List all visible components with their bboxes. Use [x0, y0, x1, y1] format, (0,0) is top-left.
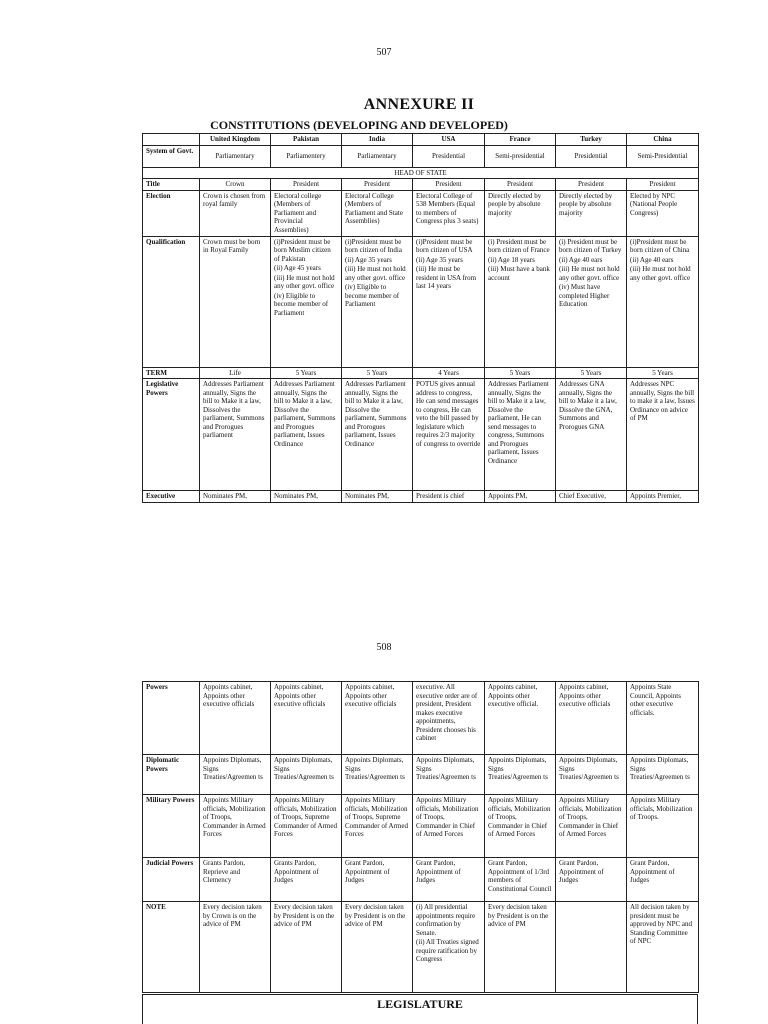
judicial-powers-row [143, 858, 699, 902]
table-cell [485, 236, 556, 367]
table-cell: Appoints Military officials, Mobilization of Troops, Supreme Commander of Armed Forces [271, 795, 342, 858]
qualification-line: (i)President must be born Muslim citizen of Pakistan [274, 237, 331, 263]
qualification-row [143, 236, 699, 367]
table-cell: Appoints Military officials, Mobilization of Troops, Supreme Commander of Armed Forces [342, 795, 413, 858]
qualification-line: (iii) He must not hold any other govt. office [345, 265, 406, 282]
table-cell: Grant Pardon, Appointment of Judges [413, 858, 485, 902]
table-cell [556, 236, 627, 367]
qualification-line: (ii) Age 35 years [345, 255, 392, 264]
row-label: TERM [143, 367, 200, 379]
qualification-line: (iii) He must not hold any other govt. office [274, 273, 335, 291]
qualification-line: (iii) He must be resident in USA from last 14 years [416, 265, 477, 291]
legislature-heading: LEGISLATURE [142, 994, 698, 1024]
table-cell: 5 Years [271, 367, 342, 379]
table-cell [627, 236, 699, 367]
table-cell: Appoints cabinet, Appoints other executive officials [200, 682, 271, 755]
table-cell: President [342, 179, 413, 191]
row-label: Judicial Powers [143, 858, 200, 902]
country-header-row [143, 134, 699, 146]
table-cell [413, 236, 485, 367]
table-cell [200, 902, 271, 993]
row-label: Title [143, 179, 200, 191]
country-header: India [342, 134, 413, 146]
row-label: Executive [143, 491, 200, 503]
system-row [143, 145, 699, 167]
country-header: United Kingdom [200, 134, 271, 146]
table-cell: Appoints Premier, [627, 491, 699, 503]
qualification-line: (ii) Age 40 ears [559, 255, 603, 264]
table-cell: Grant Pardon, Appointment of Judges [627, 858, 699, 902]
qualification-line: (ii) Age 35 years [416, 255, 463, 264]
table-cell: President [627, 179, 699, 191]
table-cell: President [485, 179, 556, 191]
country-header: Turkey [556, 134, 627, 146]
qualification-line: (ii) Age 40 ears [630, 255, 674, 264]
table-cell: Parliamentary [342, 145, 413, 167]
qualification-line: (ii) Age 18 years [488, 255, 535, 264]
table-cell: Addresses Parliament annually, Signs the bill to Make it a law, Dissolves the parliament, Summons and Prorogues parliament [200, 379, 271, 491]
qualification-line: (iii) Must have a bank account [488, 265, 550, 282]
table-cell [556, 902, 627, 993]
qualification-line: Crown must be born in Royal Family [203, 237, 261, 255]
head-of-state-row [143, 167, 699, 179]
table-cell [342, 236, 413, 367]
title-row [143, 179, 699, 191]
election-row [143, 190, 699, 236]
table-cell: Nominates PM, [200, 491, 271, 503]
table-cell: Semi-Presidential [627, 145, 699, 167]
table-cell: Addresses Parliament annually, Signs the bill to Make it a law, Dissolve the parliament, He can send messages to congress, Summons and Prorogues parliament, Issues Ordinance [485, 379, 556, 491]
note-line: Every decision taken by President is on the advice of PM [488, 903, 549, 929]
table-cell [342, 902, 413, 993]
table-cell: Appoints Diplomats, Signs Treaties/Agreemen ts [342, 755, 413, 795]
table-cell: Elected by NPC (National People Congress) [627, 190, 699, 236]
constitutions-table-page-508 [142, 681, 699, 993]
note-line: Every decision taken by President is on the advice of PM [274, 903, 335, 929]
section-heading: HEAD OF STATE [143, 167, 699, 179]
country-header: France [485, 134, 556, 146]
note-line: Every decision taken by President is on the advice of PM [345, 903, 406, 929]
table-cell: Addresses NPC annually, Signs the bill to make it a law, Issues Ordinance on advice of PM [627, 379, 699, 491]
term-row [143, 367, 699, 379]
qualification-line: (iv) Eligible to become member of Parliament [345, 283, 400, 309]
table-cell: Semi-presidential [485, 145, 556, 167]
legislative-powers-row [143, 379, 699, 491]
table-cell [271, 902, 342, 993]
constitutions-table-page-507 [142, 133, 699, 503]
row-label: Qualification [143, 236, 200, 367]
table-cell: Nominates PM, [342, 491, 413, 503]
table-cell: President is chief [413, 491, 485, 503]
table-cell [413, 902, 485, 993]
qualification-line: (ii) Age 45 years [274, 264, 321, 273]
constitutions-subtitle: CONSTITUTIONS (DEVELOPING AND DEVELOPED) [210, 118, 508, 132]
table-cell: Parliamentary [200, 145, 271, 167]
qualification-line: (i)President must be born citizen of China [630, 237, 690, 255]
page-number-507: 507 [376, 47, 392, 58]
table-cell: Appoints PM, [485, 491, 556, 503]
table-cell [485, 902, 556, 993]
table-cell: Appoints cabinet, Appoints other executive official. [485, 682, 556, 755]
table-cell: 5 Years [556, 367, 627, 379]
table-cell: Parliamentery [271, 145, 342, 167]
qualification-line: (iv) Must have completed Higher Education [559, 283, 610, 309]
military-powers-row [143, 795, 699, 858]
table-cell: Presidential [413, 145, 485, 167]
table-cell: Electoral college (Members of Parliament and Provincial Assemblies) [271, 190, 342, 236]
table-cell: Grant Pardon, Appointment of 1/3rd members of Constitutional Council [485, 858, 556, 902]
table-cell: POTUS gives annual address to congress, He can send messages to congress, He can veto the bill passed by legislature which requires 2/3 majority of congress to override [413, 379, 485, 491]
table-cell: Crown is chosen from royal family [200, 190, 271, 236]
country-header: Pakistan [271, 134, 342, 146]
qualification-line: (i) President must be born citizen of Turkey [559, 237, 622, 255]
executive-row [143, 491, 699, 503]
row-label: Election [143, 190, 200, 236]
table-cell: Appoints Diplomats, Signs Treaties/Agreemen ts [485, 755, 556, 795]
table-cell: President [271, 179, 342, 191]
qualification-line: (iv) Eligible to become member of Parliament [274, 291, 329, 317]
qualification-line: (iii) He must not hold any other govt. office [559, 265, 620, 282]
table-cell: Directly elected by people by absolute majority [485, 190, 556, 236]
qualification-line: (i)President must be born citizen of India [345, 237, 402, 255]
table-cell: President [413, 179, 485, 191]
table-cell: Life [200, 367, 271, 379]
table-cell: President [556, 179, 627, 191]
table-cell: Presidential [556, 145, 627, 167]
table-cell: Addresses Parliament annually, Signs the bill to Make it a law, Dissolve the parliament, Summons and Prorogues parliament, Issues Ordinance [342, 379, 413, 491]
note-row [143, 902, 699, 993]
row-label: NOTE [143, 902, 200, 993]
table-cell: Appoints Military officials, Mobilization of Troops, Commander in Armed Forces [200, 795, 271, 858]
qualification-line: (iii) He must not hold any other govt. office [630, 265, 691, 282]
table-cell: Appoints Military officials, Mobilization of Troops, Commander in Chief of Armed Forces [413, 795, 485, 858]
table-cell: Directly elected by people by absolute majority [556, 190, 627, 236]
note-line: All decision taken by president must be approved by NPC and Standing Committee of NPC [630, 903, 693, 946]
table-cell: 5 Years [485, 367, 556, 379]
page-number-508: 508 [376, 642, 392, 653]
qualification-line: (i) President must be born citizen of France [488, 237, 550, 255]
table-cell: 5 Years [342, 367, 413, 379]
table-cell: Chief Executive, [556, 491, 627, 503]
table-cell: Appoints Diplomats, Signs Treaties/Agreemen ts [627, 755, 699, 795]
table-cell [200, 236, 271, 367]
annexure-title: ANNEXURE II [363, 96, 475, 113]
corner-cell [143, 134, 200, 146]
table-cell: Appoints Diplomats, Signs Treaties/Agreemen ts [271, 755, 342, 795]
table-cell: Grants Pardon, Appointment of Judges [271, 858, 342, 902]
table-cell: Appoints Military officials, Mobilization of Troops, Commander in Chief of Armed Forces [485, 795, 556, 858]
table-cell: Appoints Diplomats, Signs Treaties/Agreemen ts [413, 755, 485, 795]
table-cell: Grant Pardon, Appointment of Judges [556, 858, 627, 902]
note-line: (ii) All Treaties signed require ratification by Congress [416, 938, 479, 964]
table-cell: Appoints cabinet, Appoints other executive officials [342, 682, 413, 755]
row-label: Powers [143, 682, 200, 755]
row-label: Military Powers [143, 795, 200, 858]
qualification-line: (i)President must be born citizen of USA [416, 237, 473, 255]
diplomatic-powers-row [143, 755, 699, 795]
country-header: China [627, 134, 699, 146]
row-label: Diplomatic Powers [143, 755, 200, 795]
powers-row [143, 682, 699, 755]
table-cell: Nominates PM, [271, 491, 342, 503]
table-cell: Appoints Military officials, Mobilization of Troops, Commander in Chief of Armed Forces [556, 795, 627, 858]
table-cell: Appoints Diplomats, Signs Treaties/Agreemen ts [200, 755, 271, 795]
row-label: System of Govt. [143, 145, 200, 167]
table-cell: Appoints Diplomats, Signs Treaties/Agreemen ts [556, 755, 627, 795]
country-header: USA [413, 134, 485, 146]
table-cell [627, 902, 699, 993]
table-cell: Appoints cabinet, Appoints other executive officials [271, 682, 342, 755]
table-cell: Electoral College of 538 Members (Equal to members of Congress plus 3 seats) [413, 190, 485, 236]
table-cell: Addresses GNA annually, Signs the bill to Make it a law, Dissolve the GNA, Summons and Prorogues GNA [556, 379, 627, 491]
row-label: Legislative Powers [143, 379, 200, 491]
table-cell: Appoints State Council, Appoints other executive officials. [627, 682, 699, 755]
table-cell: Electoral College (Members of Parliament and State Assemblies) [342, 190, 413, 236]
table-cell: Grants Pardon, Reprieve and Clemency [200, 858, 271, 902]
table-cell: 4 Years [413, 367, 485, 379]
table-cell: Crown [200, 179, 271, 191]
table-cell [271, 236, 342, 367]
table-cell: Appoints cabinet, Appoints other executive officials [556, 682, 627, 755]
note-line: (i) All presidential appointments require confirmation by Senate. [416, 903, 476, 937]
table-cell: executive. All executive order are of president, President makes executive appointments, President chooses his cabinet [413, 682, 485, 755]
table-cell: Appoints Military officials, Mobilization of Troops. [627, 795, 699, 858]
table-cell: Addresses Parliament annually, Signs the bill to Make it a law, Dissolve the parliament, Summons and Prorogues parliament, Issues Ordinance [271, 379, 342, 491]
note-line: Every decision taken by Crown is on the advice of PM [203, 903, 262, 929]
table-cell: Grant Pardon, Appointment of Judges [342, 858, 413, 902]
table-cell: 5 Years [627, 367, 699, 379]
